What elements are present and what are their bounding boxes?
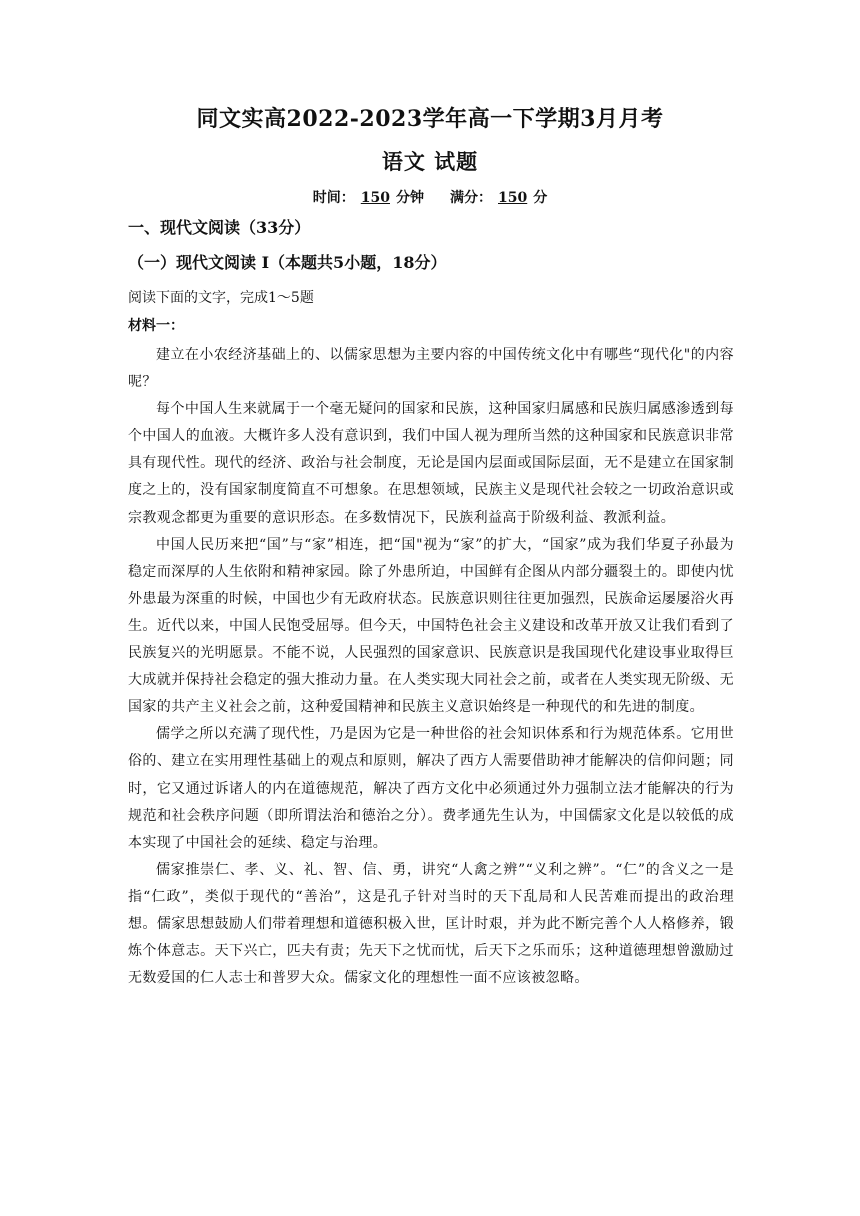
material-body [128, 342, 734, 992]
paragraph-4: 儒学之所以充满了现代性，乃是因为它是一种世俗的社会知识体系和行为规范体系。它用世俗的、建立在实用理性基础上的观点和原则，解决了西方人需要借助神才能解决的信仰问题；同时，它又通过诉诸人的内在道德规范，解决了西方文化中必须通过外力强制立法才能解决的行为规范和社会秩序问题（即所谓法治和德治之分）。费孝通先生认为，中国儒家文化是以较低的成本实现了中国社会的延续、稳定与治理。 [128, 726, 734, 851]
subsection-heading: （一）现代文阅读 I（本题共5小题，18分） [128, 253, 447, 272]
time-value: 150 [360, 190, 390, 206]
paragraph-5: 儒家推崇仁、孝、义、礼、智、信、勇，讲究“人禽之辨”“义利之辨”。“仁”的含义之一是指“仁政”，类似于现代的“善治”，这是孔子针对当时的天下乱局和人民苦难而提出的政治理想。儒家思想鼓励人们带着理想和道德积极入世，匡计时艰，并为此不断完善个人人格修养，锻炼个体意志。天下兴亡，匹夫有责；先天下之忧而忧，后天下之乐而乐；这种道德理想曾激励过无数爱国的仁人志士和普罗大众。儒家文化的理想性一面不应该被忽略。 [128, 861, 734, 987]
time-unit: 分钟 [396, 190, 424, 206]
exam-title: 同文实高2022-2023学年高一下学期3月月考 [196, 106, 664, 132]
paragraph-3: 中国人民历来把“国”与“家”相连，把“国"视为“家”的扩大，“国家”成为我们华夏子孙最为稳定而深厚的人生依附和精神家园。除了外患所迫，中国鲜有企图从内部分疆裂土的。即使内忧外患最为深重的时候，中国也少有无政府状态。民族意识则往往更加强烈，民族命运屡屡浴火再生。近代以来，中国人民饱受屈辱。但今天，中国特色社会主义建设和改革开放又让我们看到了民族复兴的光明愿景。不能不说，人民强烈的国家意识、民族意识是我国现代化建设事业取得巨大成就并保持社会稳定的强大推动力量。在人类实现大同社会之前，或者在人类实现无阶级、无国家的共产主义社会之前，这种爱国精神和民族主义意识始终是一种现代的和先进的制度。 [128, 536, 734, 716]
exam-subtitle: 语文 试题 [381, 149, 479, 174]
paragraph-2: 每个中国人生来就属于一个毫无疑问的国家和民族，这种国家归属感和民族归属感渗透到每个中国人的血液。大概许多人没有意识到，我们中国人视为理所当然的这种国家和民族意识非常具有现代性。现代的经济、政治与社会制度，无论是国内层面或国际层面，无不是建立在国家制度之上的，没有国家制度简直不可想象。在思想领域，民族主义是现代社会较之一切政治意识或宗教观念都更为重要的意识形态。在多数情况下，民族利益高于阶级利益、教派利益。 [128, 401, 734, 526]
material-label: 材料一： [128, 318, 184, 334]
score-label: 满分： [450, 190, 492, 206]
time-label: 时间： [312, 190, 355, 206]
section-heading: 一、现代文阅读（33分） [128, 218, 311, 237]
reading-instruction: 阅读下面的文字，完成1～5题 [128, 290, 314, 306]
score-value: 150 [498, 190, 528, 206]
score-unit: 分 [533, 190, 548, 206]
exam-meta [0, 186, 860, 210]
paragraph-1: 建立在小农经济基础上的、以儒家思想为主要内容的中国传统文化中有哪些“现代化"的内容呢？ [128, 347, 734, 391]
